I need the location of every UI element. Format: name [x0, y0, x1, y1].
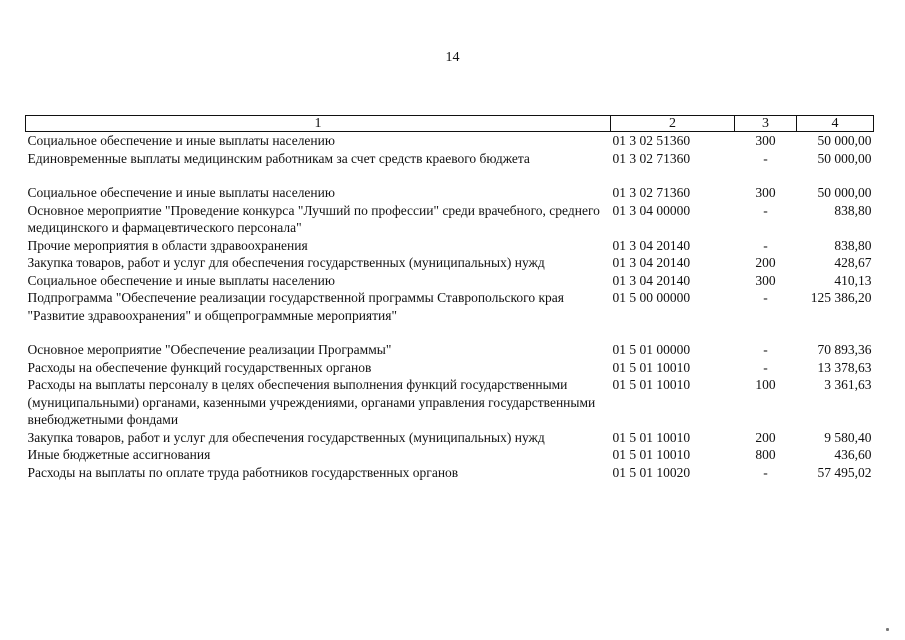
row-expense-type: 100	[755, 377, 776, 392]
row-code: 01 3 04 00000	[612, 202, 691, 218]
row-expense-type: 200	[755, 429, 776, 445]
row-expense-type: -	[763, 359, 768, 375]
table-row	[26, 254, 874, 272]
row-code: 01 5 01 10010	[612, 359, 691, 375]
row-spacer	[26, 324, 874, 341]
table-row	[26, 341, 874, 359]
table-row	[26, 289, 874, 324]
row-name: Социальное обеспечение и иные выплаты населению	[27, 133, 335, 148]
row-code: 01 3 02 51360	[612, 133, 691, 148]
row-amount: 9 580,40	[824, 429, 872, 445]
row-name: Социальное обеспечение и иные выплаты населению	[27, 185, 335, 200]
row-name: Прочие мероприятия в области здравоохранения	[27, 237, 308, 253]
row-expense-type: 300	[755, 133, 776, 148]
row-amount: 125 386,20	[810, 290, 872, 305]
row-code: 01 5 00 00000	[612, 290, 691, 305]
row-amount: 57 495,02	[817, 464, 872, 480]
row-code: 01 3 02 71360	[612, 185, 691, 200]
table-row	[26, 202, 874, 237]
row-amount: 70 893,36	[817, 342, 872, 357]
header-col-4: 4	[797, 116, 874, 132]
row-code: 01 5 01 10020	[612, 464, 691, 480]
table-row	[26, 272, 874, 290]
row-amount: 50 000,00	[817, 150, 872, 166]
table-row	[26, 376, 874, 429]
row-amount: 50 000,00	[817, 133, 872, 148]
row-expense-type: -	[763, 290, 768, 305]
row-expense-type: -	[763, 342, 768, 357]
header-col-1: 1	[26, 116, 611, 132]
row-code: 01 5 01 10010	[612, 377, 691, 392]
row-amount: 3 361,63	[824, 377, 872, 392]
row-amount: 838,80	[834, 237, 872, 253]
row-name: Подпрограмма "Обеспечение реализации государственной программы Ставропольского края "Развитие здравоохранения" и общепрограммные мероприятия"	[27, 290, 564, 323]
row-expense-type: -	[763, 150, 768, 166]
row-name: Иные бюджетные ассигнования	[27, 447, 211, 462]
table-row	[26, 359, 874, 377]
row-amount: 838,80	[834, 202, 872, 218]
table-row	[26, 150, 874, 168]
row-code: 01 5 01 10010	[612, 447, 691, 462]
table-row	[26, 446, 874, 464]
row-spacer	[26, 167, 874, 184]
row-name: Основное мероприятие "Обеспечение реализации Программы"	[27, 342, 392, 357]
table-header-row	[26, 116, 874, 132]
budget-table	[25, 115, 874, 481]
row-amount: 436,60	[834, 447, 872, 462]
row-name: Закупка товаров, работ и услуг для обеспечения государственных (муниципальных) нужд	[27, 429, 545, 445]
row-code: 01 3 04 20140	[612, 237, 691, 253]
row-name: Расходы на обеспечение функций государственных органов	[27, 359, 372, 375]
table-row	[26, 237, 874, 255]
row-name: Социальное обеспечение и иные выплаты населению	[27, 272, 335, 288]
row-code: 01 5 01 10010	[612, 429, 691, 445]
header-col-3: 3	[735, 116, 797, 132]
row-amount: 410,13	[834, 272, 872, 288]
header-col-2: 2	[611, 116, 735, 132]
row-expense-type: 300	[755, 272, 776, 288]
row-expense-type: 300	[755, 185, 776, 200]
row-expense-type: 200	[755, 255, 776, 270]
row-expense-type: -	[763, 237, 768, 253]
row-code: 01 3 04 20140	[612, 255, 691, 270]
row-expense-type: -	[763, 202, 768, 218]
row-amount: 13 378,63	[817, 359, 872, 375]
row-code: 01 5 01 00000	[612, 342, 691, 357]
scan-speck	[886, 628, 889, 631]
row-name: Закупка товаров, работ и услуг для обеспечения государственных (муниципальных) нужд	[27, 255, 545, 270]
row-name: Основное мероприятие "Проведение конкурса "Лучший по профессии" среди врачебного, среднего медицинского и фармацевтического персонала"	[27, 202, 600, 235]
row-name: Расходы на выплаты по оплате труда работников государственных органов	[27, 464, 459, 480]
row-amount: 50 000,00	[817, 185, 872, 200]
row-expense-type: 800	[755, 447, 776, 462]
table-row	[26, 184, 874, 202]
page-number: 14	[445, 50, 460, 65]
row-code: 01 3 04 20140	[612, 272, 691, 288]
table-row	[26, 429, 874, 447]
row-expense-type: -	[763, 464, 768, 480]
row-amount: 428,67	[834, 255, 872, 270]
table-row	[26, 132, 874, 150]
row-name: Расходы на выплаты персоналу в целях обеспечения выполнения функций государственными (муниципальными) органами, казенными учреждениями, органами управления государственными внебюджетными фондами	[27, 377, 596, 427]
table-row	[26, 464, 874, 482]
row-code: 01 3 02 71360	[612, 150, 691, 166]
row-name: Единовременные выплаты медицинским работникам за счет средств краевого бюджета	[27, 150, 530, 166]
